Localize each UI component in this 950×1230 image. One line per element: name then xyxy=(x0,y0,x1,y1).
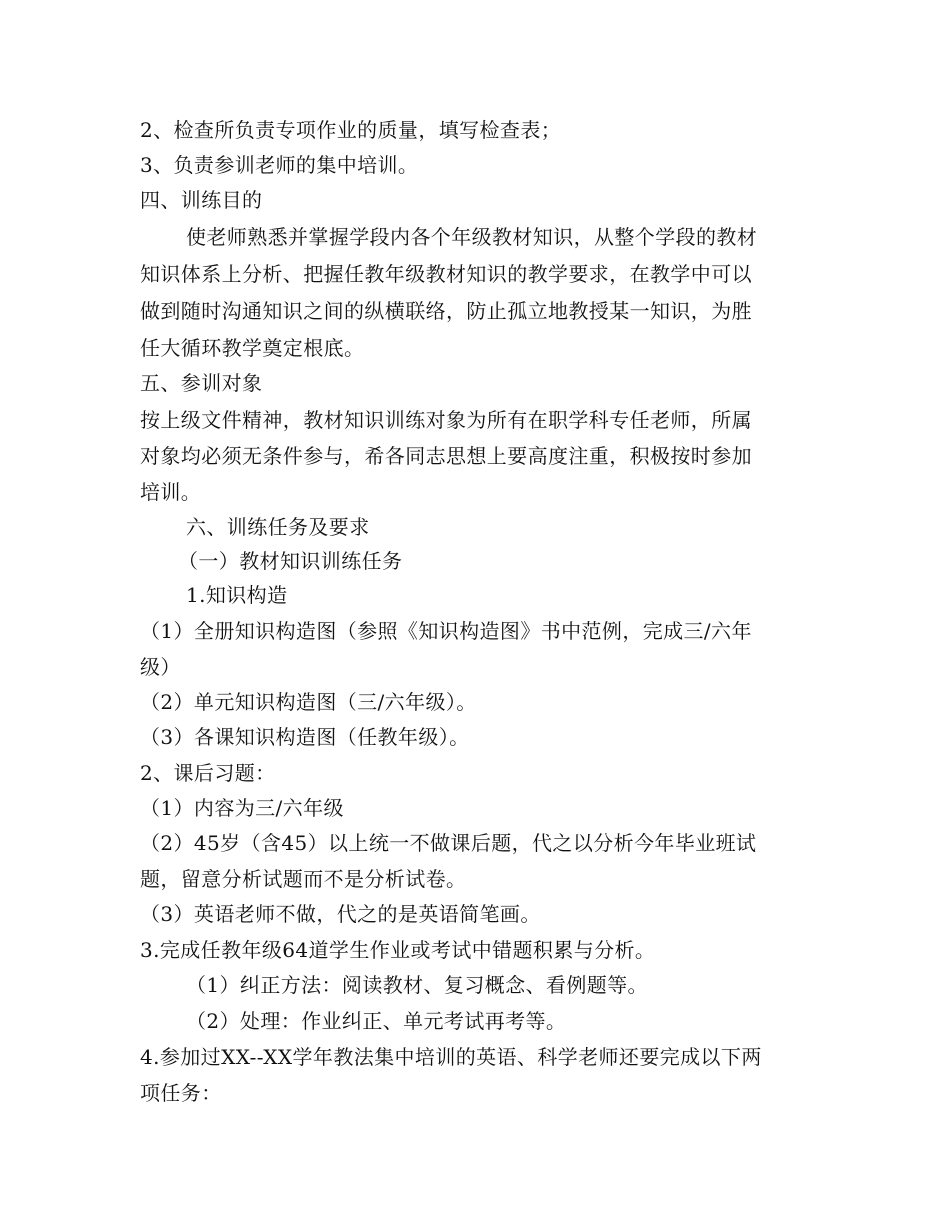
text-line-exercises-2: （2）45岁（含45）以上统一不做课后题，代之以分析今年毕业班试 xyxy=(140,831,757,855)
text-line-trainees-2: 对象均必须无条件参与，希各同志思想上要高度注重，积极按时参加 xyxy=(140,444,752,468)
item-heading-error-analysis: 3.完成任教年级64道学生作业或考试中错题积累与分析。 xyxy=(140,938,656,962)
section-heading-tasks: 六、训练任务及要求 xyxy=(186,515,370,539)
text-line-error-method: （1）纠正方法：阅读教材、复习概念、看例题等。 xyxy=(186,973,648,997)
text-line-structure-3: （3）各课知识构造图（任教年级）。 xyxy=(140,725,470,749)
section-heading-goal: 四、训练目的 xyxy=(140,188,263,212)
text-line-exercises-2-cont: 题，留意分析试题而不是分析试卷。 xyxy=(140,867,467,891)
text-line-goal-3: 做到随时沟通知识之间的纵横联络，防止孤立地教授某一知识，为胜 xyxy=(140,299,752,323)
item-heading-structure: 1.知识构造 xyxy=(186,583,288,607)
text-line-error-handling: （2）处理：作业纠正、单元考试再考等。 xyxy=(186,1009,567,1033)
text-line-exercises-3: （3）英语老师不做，代之的是英语简笔画。 xyxy=(140,902,541,926)
text-line-structure-2: （2）单元知识构造图（三/六年级）。 xyxy=(140,690,477,714)
text-line-structure-1-cont: 级） xyxy=(140,655,181,679)
text-line-trainees-3: 培训。 xyxy=(140,480,202,504)
text-line-goal-1: 使老师熟悉并掌握学段内各个年级教材知识，从整个学段的教材 xyxy=(186,225,758,249)
subsection-heading-textbook: （一）教材知识训练任务 xyxy=(178,549,403,573)
text-line-duty-2: 2、检查所负责专项作业的质量，填写检查表； xyxy=(140,118,562,142)
section-heading-trainees: 五、参训对象 xyxy=(140,371,263,395)
text-line-extra-tasks-cont: 项任务： xyxy=(140,1081,222,1105)
text-line-goal-2: 知识体系上分析、把握任教年级教材知识的教学要求，在教学中可以 xyxy=(140,262,752,286)
item-heading-exercises: 2、课后习题： xyxy=(140,761,276,785)
item-heading-extra-tasks: 4.参加过XX--XX学年教法集中培训的英语、科学老师还要完成以下两 xyxy=(140,1045,762,1069)
text-line-exercises-1: （1）内容为三/六年级 xyxy=(140,796,344,820)
text-line-trainees-1: 按上级文件精神，教材知识训练对象为所有在职学科专任老师，所属 xyxy=(140,408,752,432)
text-line-structure-1: （1）全册知识构造图（参照《知识构造图》书中范例，完成三/六年 xyxy=(140,619,752,643)
text-line-duty-3: 3、负责参训老师的集中培训。 xyxy=(140,153,419,177)
text-line-goal-4: 任大循环教学奠定根底。 xyxy=(140,336,365,360)
